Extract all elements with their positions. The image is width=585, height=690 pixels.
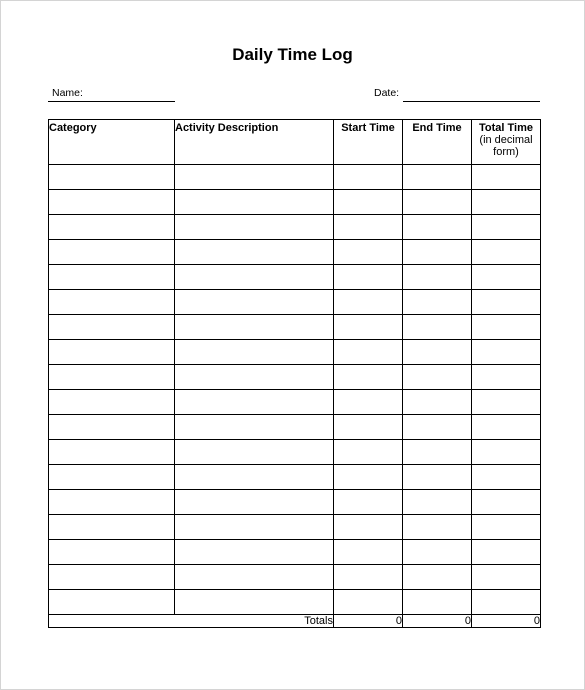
cell-start[interactable] <box>334 465 403 490</box>
cell-category[interactable] <box>49 190 175 215</box>
cell-total[interactable] <box>472 315 541 340</box>
cell-start[interactable] <box>334 315 403 340</box>
table-row <box>49 565 541 590</box>
cell-activity[interactable] <box>175 240 334 265</box>
cell-activity[interactable] <box>175 190 334 215</box>
cell-total[interactable] <box>472 190 541 215</box>
cell-start[interactable] <box>334 490 403 515</box>
header-total-time-sub1: (in decimal <box>479 134 533 146</box>
cell-total[interactable] <box>472 415 541 440</box>
table-row <box>49 390 541 415</box>
table-row <box>49 190 541 215</box>
cell-start[interactable] <box>334 590 403 615</box>
header-total-time-sub2: form) <box>493 146 519 158</box>
cell-end[interactable] <box>403 265 472 290</box>
cell-end[interactable] <box>403 290 472 315</box>
cell-end[interactable] <box>403 440 472 465</box>
cell-end[interactable] <box>403 490 472 515</box>
cell-start[interactable] <box>334 215 403 240</box>
table-row <box>49 465 541 490</box>
table-row <box>49 590 541 615</box>
table-row <box>49 265 541 290</box>
totals-end-time: 0 <box>403 615 472 628</box>
cell-activity[interactable] <box>175 440 334 465</box>
totals-row <box>49 615 541 628</box>
cell-total[interactable] <box>472 515 541 540</box>
cell-start[interactable] <box>334 365 403 390</box>
totals-start-time: 0 <box>334 615 403 628</box>
cell-total[interactable] <box>472 540 541 565</box>
cell-end[interactable] <box>403 415 472 440</box>
table-row <box>49 540 541 565</box>
cell-activity[interactable] <box>175 540 334 565</box>
cell-category[interactable] <box>49 565 175 590</box>
cell-category[interactable] <box>49 365 175 390</box>
cell-category[interactable] <box>49 215 175 240</box>
cell-total[interactable] <box>472 215 541 240</box>
cell-end[interactable] <box>403 365 472 390</box>
cell-end[interactable] <box>403 465 472 490</box>
date-label: Date: <box>374 87 400 99</box>
cell-end[interactable] <box>403 215 472 240</box>
cell-total[interactable] <box>472 490 541 515</box>
cell-start[interactable] <box>334 515 403 540</box>
cell-activity[interactable] <box>175 590 334 615</box>
cell-start[interactable] <box>334 265 403 290</box>
cell-activity[interactable] <box>175 390 334 415</box>
header-activity-description: Activity Description <box>175 120 334 165</box>
cell-end[interactable] <box>403 515 472 540</box>
header-total-time-label: Total Time <box>479 122 533 134</box>
cell-category[interactable] <box>49 315 175 340</box>
header-start-time: Start Time <box>334 120 403 165</box>
cell-start[interactable] <box>334 565 403 590</box>
cell-total[interactable] <box>472 565 541 590</box>
cell-end[interactable] <box>403 315 472 340</box>
cell-category[interactable] <box>49 540 175 565</box>
time-log-table <box>48 119 541 628</box>
cell-start[interactable] <box>334 240 403 265</box>
cell-category[interactable] <box>49 415 175 440</box>
cell-activity[interactable] <box>175 565 334 590</box>
cell-total[interactable] <box>472 290 541 315</box>
cell-start[interactable] <box>334 390 403 415</box>
cell-activity[interactable] <box>175 365 334 390</box>
cell-activity[interactable] <box>175 315 334 340</box>
cell-total[interactable] <box>472 240 541 265</box>
cell-activity[interactable] <box>175 490 334 515</box>
date-field-line[interactable] <box>403 101 540 102</box>
header-total-time <box>472 120 541 165</box>
cell-end[interactable] <box>403 565 472 590</box>
cell-total[interactable] <box>472 365 541 390</box>
cell-total[interactable] <box>472 165 541 190</box>
table-row <box>49 315 541 340</box>
cell-activity[interactable] <box>175 515 334 540</box>
table-header-row <box>49 120 541 165</box>
cell-start[interactable] <box>334 165 403 190</box>
cell-category[interactable] <box>49 290 175 315</box>
cell-category[interactable] <box>49 490 175 515</box>
cell-end[interactable] <box>403 390 472 415</box>
cell-total[interactable] <box>472 390 541 415</box>
table-body <box>49 165 541 615</box>
table-row <box>49 415 541 440</box>
table-row <box>49 515 541 540</box>
cell-end[interactable] <box>403 190 472 215</box>
cell-end[interactable] <box>403 590 472 615</box>
cell-start[interactable] <box>334 190 403 215</box>
cell-activity[interactable] <box>175 265 334 290</box>
cell-activity[interactable] <box>175 340 334 365</box>
cell-end[interactable] <box>403 165 472 190</box>
cell-category[interactable] <box>49 440 175 465</box>
cell-category[interactable] <box>49 465 175 490</box>
cell-start[interactable] <box>334 340 403 365</box>
name-label: Name: <box>52 87 83 99</box>
cell-end[interactable] <box>403 340 472 365</box>
table-row <box>49 365 541 390</box>
cell-end[interactable] <box>403 540 472 565</box>
page-title: Daily Time Log <box>232 45 353 64</box>
cell-category[interactable] <box>49 340 175 365</box>
cell-activity[interactable] <box>175 465 334 490</box>
cell-total[interactable] <box>472 340 541 365</box>
cell-category[interactable] <box>49 590 175 615</box>
name-field-line[interactable] <box>48 101 175 102</box>
totals-total-time: 0 <box>472 615 541 628</box>
cell-total[interactable] <box>472 590 541 615</box>
cell-activity[interactable] <box>175 290 334 315</box>
table-row <box>49 490 541 515</box>
header-end-time: End Time <box>403 120 472 165</box>
cell-start[interactable] <box>334 540 403 565</box>
cell-activity[interactable] <box>175 415 334 440</box>
cell-activity[interactable] <box>175 165 334 190</box>
header-category: Category <box>49 120 175 165</box>
table-row <box>49 290 541 315</box>
cell-category[interactable] <box>49 265 175 290</box>
cell-total[interactable] <box>472 265 541 290</box>
cell-category[interactable] <box>49 390 175 415</box>
cell-category[interactable] <box>49 165 175 190</box>
cell-start[interactable] <box>334 440 403 465</box>
cell-total[interactable] <box>472 465 541 490</box>
cell-start[interactable] <box>334 415 403 440</box>
cell-category[interactable] <box>49 240 175 265</box>
table-row <box>49 440 541 465</box>
cell-activity[interactable] <box>175 215 334 240</box>
table-row <box>49 240 541 265</box>
cell-category[interactable] <box>49 515 175 540</box>
cell-end[interactable] <box>403 240 472 265</box>
table-row <box>49 340 541 365</box>
table-row <box>49 215 541 240</box>
cell-total[interactable] <box>472 440 541 465</box>
totals-label: Totals <box>49 615 334 628</box>
cell-start[interactable] <box>334 290 403 315</box>
table-row <box>49 165 541 190</box>
